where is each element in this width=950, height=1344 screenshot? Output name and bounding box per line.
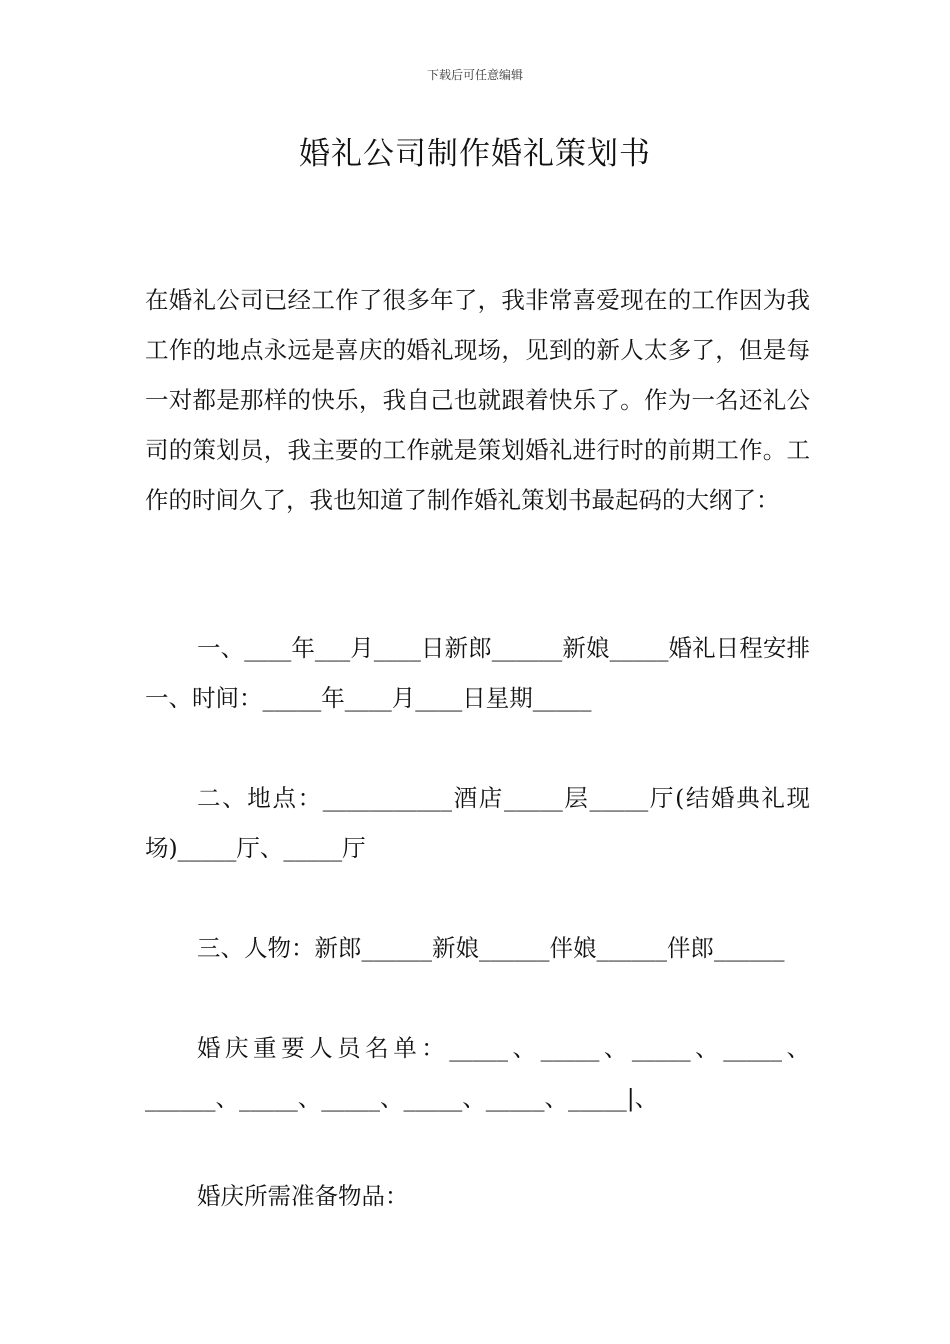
key-staff-paragraph: 婚庆重要人员名单：_____、_____、_____、_____、______、_____、_____、_____、_____、_____|、 (145, 1034, 810, 1112)
header-note: 下载后可任意编辑 (426, 68, 523, 82)
location-paragraph: 二、地点：___________酒店_____层_____厅(结婚典礼现场)_____厅、_____厅 (145, 784, 810, 862)
people-paragraph: 三、人物：新郎______新娘______伴娘______伴郎______ (197, 934, 785, 962)
schedule-paragraph: 一、____年___月____日新郎______新娘_____婚礼日程安排一、时间：_____年____月____日星期_____ (145, 634, 810, 712)
document-title: 婚礼公司制作婚礼策划书 (299, 136, 651, 172)
intro-paragraph: 在婚礼公司已经工作了很多年了，我非常喜爱现在的工作因为我工作的地点永远是喜庆的婚礼现场，见到的新人太多了，但是每一对都是那样的快乐，我自己也就跟着快乐了。作为一名还礼公司的策划员，我主要的工作就是策划婚礼进行时的前期工作。工作的时间久了，我也知道了制作婚礼策划书最起码的大纲了： (145, 286, 810, 514)
supplies-paragraph: 婚庆所需准备物品： (197, 1182, 409, 1210)
